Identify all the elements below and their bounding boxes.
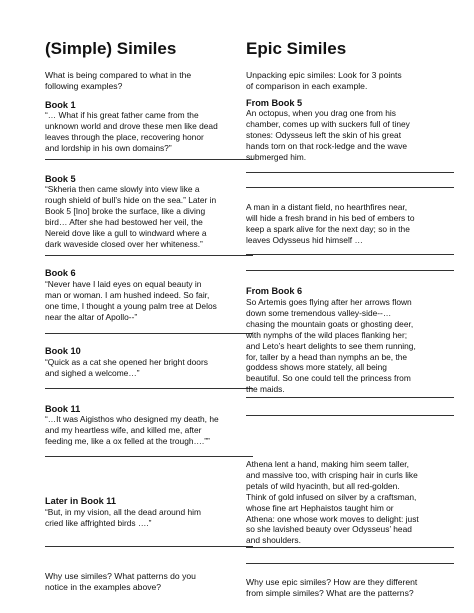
book11-heading: Book 11 (45, 404, 81, 414)
answer-line[interactable] (246, 270, 454, 271)
simple-similes-intro: What is being compared to what in the following examples? (45, 70, 192, 92)
answer-line[interactable] (246, 187, 454, 188)
answer-line[interactable] (45, 255, 253, 256)
answer-line[interactable] (246, 415, 454, 416)
epic-similes-intro: Unpacking epic similes: Look for 3 points of comparison in each example. (246, 70, 402, 92)
book1-quote: “… What if his great father came from the unknown world and drove these men like dead leaves through the place, recovering honor and lordship in his own domains?” (45, 110, 218, 153)
answer-line[interactable] (45, 456, 253, 457)
answer-line[interactable] (246, 563, 454, 564)
book10-heading: Book 10 (45, 346, 81, 356)
book5-quote: “Skheria then came slowly into view like a rough shield of bull’s hide on the sea.” Later in Book 5 [Ino] broke the surface, like a diving bird… After she had bestowed her veil, the Nereid dove like a gull to windward where a dark waveside closed over her whiteness.” (45, 184, 217, 249)
brand-in-embers-simile: A man in a distant field, no hearthfires near, will hide a fresh brand in his bed of embers to keep a spark alive for the next day; so in the leaves Odysseus hid himself … (246, 202, 415, 245)
from-book5-heading: From Book 5 (246, 98, 303, 108)
answer-line[interactable] (45, 333, 253, 334)
later-book11-quote: “But, in my vision, all the dead around him cried like affrighted birds ….” (45, 507, 201, 528)
athena-simile: Athena lent a hand, making him seem taller, and massive too, with crisping hair in curls like petals of wild hyacinth, but all red-golden. Think of gold infused on silver by a craftsman, whose fine art Hephaistos taught him or Athena: one whose work moves to delight: just so she lavished beauty over Odysseus’ head and shoulders. (246, 459, 419, 546)
book1-heading: Book 1 (45, 100, 76, 110)
from-book6-heading: From Book 6 (246, 286, 303, 296)
answer-line[interactable] (246, 254, 454, 255)
book10-quote: “Quick as a cat she opened her bright doors and sighed a welcome…” (45, 357, 208, 378)
simple-similes-title: (Simple) Similes (45, 39, 177, 58)
epic-similes-title: Epic Similes (246, 39, 347, 58)
answer-line[interactable] (246, 172, 454, 173)
book11-quote: “…It was Aigisthos who designed my death, he and my heartless wife, and killed me, after feeding me, like a ox felled at the trough….”” (45, 414, 219, 446)
answer-line[interactable] (45, 388, 253, 389)
answer-line[interactable] (45, 546, 253, 547)
answer-line[interactable] (246, 547, 454, 548)
book5-heading: Book 5 (45, 174, 76, 184)
artemis-simile: So Artemis goes flying after her arrows flown down some tremendous valley-side--… chasing the mountain goats or ghosting deer, with nymphs of the wild places flanking her; and Leto’s heart delights to see them running, for, taller by a head than nymphs an be, the goddess shows more stately, all being beautiful. So one could tell the princess from the maids. (246, 297, 416, 395)
octopus-simile: An octopus, when you drag one from his chamber, comes up with suckers full of tiney stones: Odysseus left the skin of his great hands torn on that rock-ledge and the wave submerged him. (246, 108, 410, 162)
book6-quote: “Never have I laid eyes on equal beauty in man or woman. I am hushed indeed. So fair, one time, I thought a young palm tree at Delos near the altar of Apollo--” (45, 279, 217, 322)
answer-line[interactable] (45, 159, 253, 160)
simple-similes-closing-question: Why use similes? What patterns do you notice in the examples above? (45, 571, 196, 593)
book6-heading: Book 6 (45, 268, 76, 278)
epic-similes-closing-question: Why use epic similes? How are they different from simple similes? What are the patterns? (246, 577, 418, 599)
later-book11-heading: Later in Book 11 (45, 496, 116, 506)
answer-line[interactable] (246, 397, 454, 398)
